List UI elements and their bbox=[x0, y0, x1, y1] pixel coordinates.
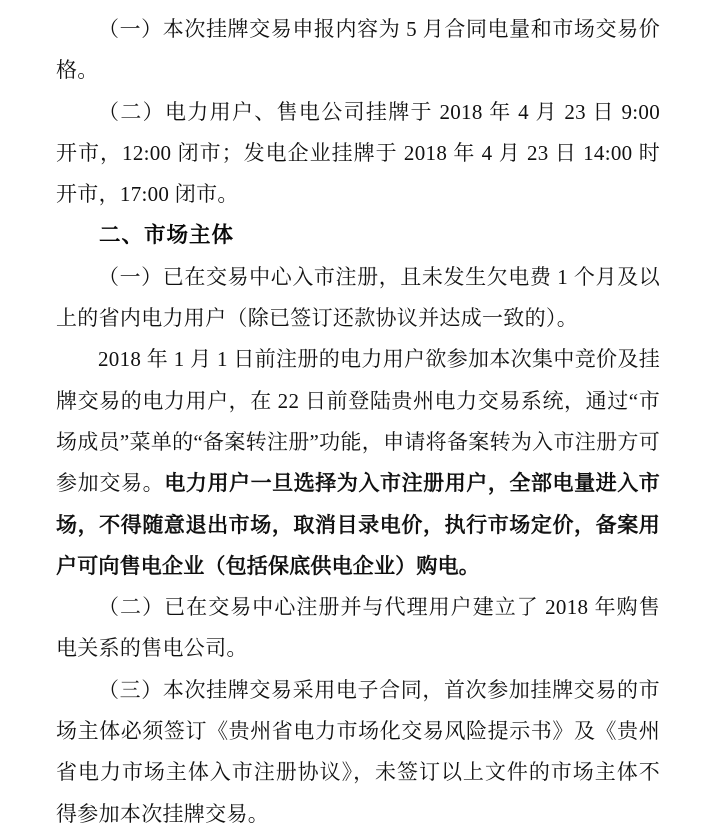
paragraph-power-users: （一）已在交易中心入市注册，且未发生欠电费 1 个月及以上的省内电力用户（除已签订还款协议并达成一致的）。 bbox=[56, 264, 660, 331]
paragraph-sale-companies: （二）已在交易中心注册并与代理用户建立了 2018 年购售电关系的售电公司。 bbox=[56, 595, 660, 661]
paragraph-registration-normal-text: 2018 年 1 月 1 日前注册的电力用户欲参加本次集中竞价及挂牌交易的电力用户，在 22 日前登陆贵州电力交易系统，通过“市场成员”菜单的“备案转注册”功能，申请将备案转为入市注册方可参加交易。 bbox=[56, 347, 660, 496]
paragraph-registration bbox=[56, 339, 660, 587]
paragraph-electronic-contract: （三）本次挂牌交易采用电子合同，首次参加挂牌交易的市场主体必须签订《贵州省电力市场化交易风险提示书》及《贵州省电力市场主体入市注册协议》，未签订以上文件的市场主体不得参加本次挂牌交易。 bbox=[56, 677, 660, 826]
paragraph-registration-bold-emphasis: 电力用户一旦选择为入市注册用户，全部电量进入市场，不得随意退出市场，取消目录电价，执行市场定价，备案用户可向售电企业（包括保底供电企业）购电。 bbox=[56, 472, 661, 578]
paragraph-listing-times: （二）电力用户、售电公司挂牌于 2018 年 4 月 23 日 9:00 开市，12:00 闭市；发电企业挂牌于 2018 年 4 月 23 日 14:00 时开市，17:00 闭市。 bbox=[56, 99, 660, 207]
section-heading-market-entities: 二、市场主体 bbox=[99, 223, 235, 248]
paragraph-trading-content: （一）本次挂牌交易申报内容为 5 月合同电量和市场交易价格。 bbox=[56, 17, 660, 83]
